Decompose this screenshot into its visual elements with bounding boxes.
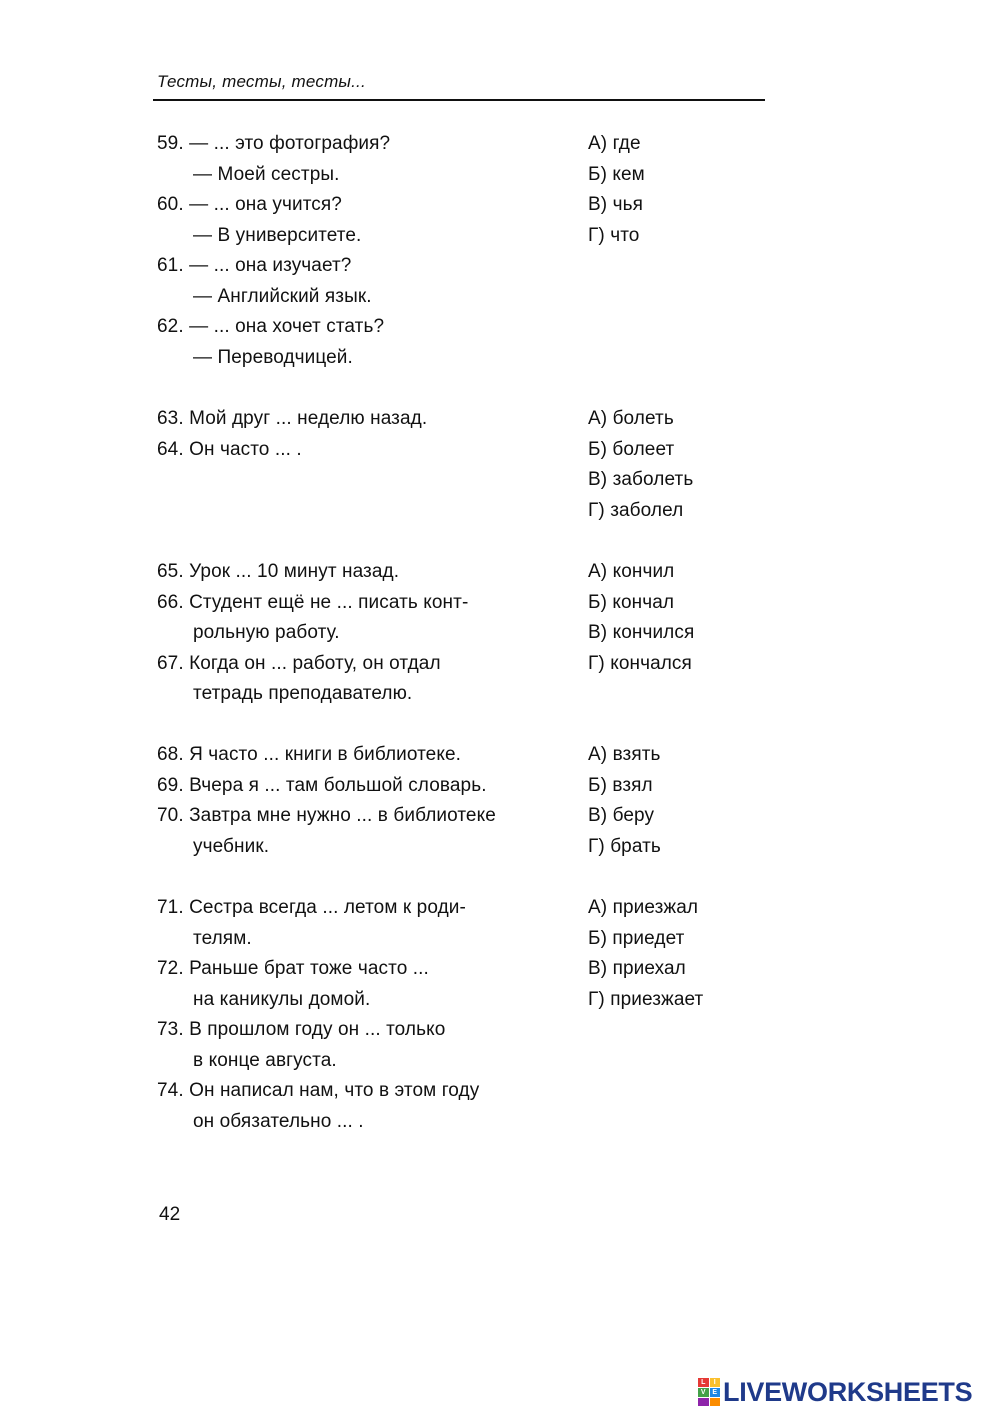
answer-option: В) заболеть — [588, 469, 694, 490]
answer-option: Б) кончал — [588, 591, 675, 613]
liveworksheets-logo — [698, 1375, 972, 1409]
question-line: 62. — ... она хочет стать? — [157, 316, 385, 337]
liveworksheets-logo-text: LIVEWORKSHEETS — [723, 1376, 973, 1407]
question-line: 69. Вчера я ... там большой словарь. — [157, 774, 487, 796]
answer-option: Г) приезжает — [588, 988, 704, 1010]
answer-option: Г) кончался — [588, 652, 692, 674]
question-continuation-line: — В университете. — [193, 224, 362, 246]
liveworksheets-mark-icon — [698, 1378, 720, 1406]
question-continuation-line: в конце августа. — [193, 1049, 337, 1071]
logo-mark-square — [698, 1398, 709, 1406]
answer-option: Б) взял — [588, 774, 653, 796]
answer-option: В) чья — [588, 194, 643, 215]
question-line: 68. Я часто ... книги в библиотеке. — [157, 744, 462, 765]
question-line: 65. Урок ... 10 минут назад. — [157, 561, 400, 582]
question-line: 60. — ... она учится? — [157, 194, 342, 215]
question-line: 64. Он часто ... . — [157, 438, 302, 460]
question-continuation-line: тетрадь преподавателю. — [193, 683, 413, 704]
answer-option: А) взять — [588, 744, 661, 765]
answer-option: А) кончил — [588, 561, 675, 582]
question-line: 59. — ... это фотография? — [157, 133, 391, 154]
answer-option: Б) приедет — [588, 927, 685, 949]
question-line: 73. В прошлом году он ... только — [157, 1019, 446, 1040]
question-line: 72. Раньше брат тоже часто ... — [157, 958, 429, 979]
answer-option: Г) брать — [588, 835, 661, 857]
question-continuation-line: — Моей сестры. — [193, 163, 340, 185]
answer-option: А) болеть — [588, 408, 674, 429]
answer-option: Г) заболел — [588, 499, 684, 521]
logo-mark-square — [710, 1398, 721, 1406]
answer-option: Б) болеет — [588, 438, 675, 460]
question-line: 71. Сестра всегда ... летом к роди- — [157, 897, 466, 918]
question-continuation-line: рольную работу. — [193, 622, 340, 643]
question-continuation-line: — Английский язык. — [193, 285, 372, 307]
answer-option: В) кончился — [588, 622, 695, 643]
question-continuation-line: он обязательно ... . — [193, 1110, 364, 1132]
answer-option: В) беру — [588, 805, 655, 826]
header-rule — [153, 99, 765, 101]
question-continuation-line: — Переводчицей. — [193, 346, 353, 368]
answer-option: А) где — [588, 133, 641, 154]
answer-option: В) приехал — [588, 958, 686, 979]
answer-option: А) приезжал — [588, 897, 699, 918]
logo-mark-square: E — [710, 1388, 721, 1397]
page-number: 42 — [159, 1204, 181, 1225]
answer-option: Б) кем — [588, 163, 645, 185]
logo-mark-square: I — [710, 1378, 721, 1387]
question-line: 66. Студент ещё не ... писать конт- — [157, 591, 469, 613]
answer-option: Г) что — [588, 224, 640, 246]
question-line: 67. Когда он ... работу, он отдал — [157, 652, 441, 674]
logo-mark-square: L — [698, 1378, 709, 1387]
question-line: 70. Завтра мне нужно ... в библиотеке — [157, 805, 496, 826]
question-continuation-line: учебник. — [193, 835, 270, 857]
question-line: 74. Он написал нам, что в этом году — [157, 1080, 480, 1101]
question-line: 61. — ... она изучает? — [157, 255, 352, 276]
question-line: 63. Мой друг ... неделю назад. — [157, 408, 428, 429]
logo-mark-square: V — [698, 1388, 709, 1397]
question-continuation-line: телям. — [193, 927, 252, 949]
running-header: Тесты, тесты, тесты... — [157, 72, 366, 91]
question-continuation-line: на каникулы домой. — [193, 988, 371, 1010]
